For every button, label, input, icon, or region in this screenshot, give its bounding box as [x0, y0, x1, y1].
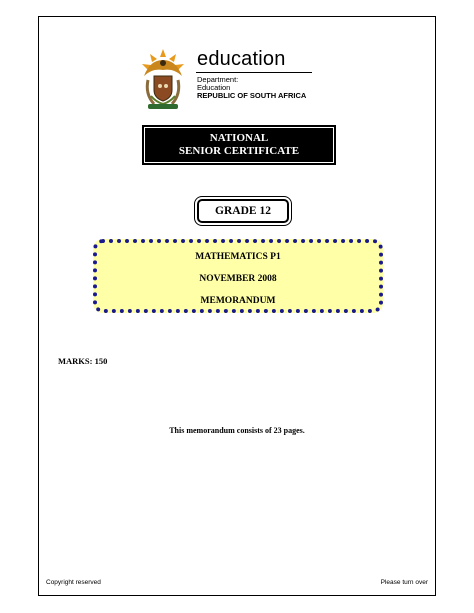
- logo-wordmark: education: [197, 48, 286, 70]
- certificate-title-line2: SENIOR CERTIFICATE: [178, 145, 300, 157]
- grade-badge: GRADE 12: [197, 199, 289, 223]
- footer-turn-over: Please turn over: [380, 579, 428, 586]
- footer-copyright: Copyright reserved: [46, 579, 101, 586]
- subject-box: [93, 239, 383, 313]
- country-name: REPUBLIC OF SOUTH AFRICA: [197, 91, 307, 100]
- dept-label: Department:: [197, 75, 239, 84]
- certificate-title-box: [142, 125, 336, 165]
- page-count-note: This memorandum consists of 23 pages.: [169, 426, 305, 435]
- document-type: MEMORANDUM: [200, 296, 276, 306]
- coat-of-arms-icon: [136, 46, 190, 110]
- certificate-title-line1: NATIONAL: [209, 132, 269, 144]
- marks-total: MARKS: 150: [58, 356, 108, 366]
- subject-title: MATHEMATICS P1: [195, 252, 281, 262]
- exam-date: NOVEMBER 2008: [199, 274, 277, 284]
- dept-name: Education: [197, 83, 231, 92]
- logo-divider: [196, 72, 312, 73]
